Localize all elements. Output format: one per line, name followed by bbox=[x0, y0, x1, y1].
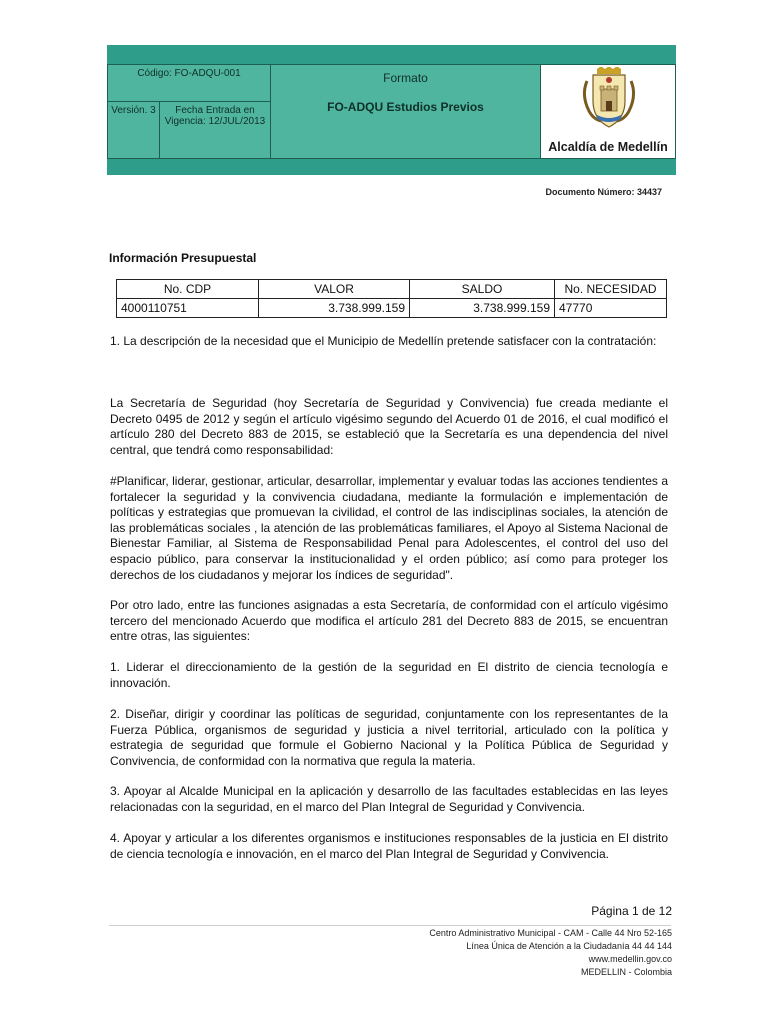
saldo-cell: 3.738.999.159 bbox=[410, 299, 555, 318]
page-number: Página 1 de 12 bbox=[591, 904, 672, 918]
code-cell bbox=[107, 64, 271, 102]
document-number: Documento Número: 34437 bbox=[545, 187, 662, 197]
version-cell bbox=[107, 101, 160, 159]
paragraph-secretaria-origin: La Secretaría de Seguridad (hoy Secretaría de Seguridad y Convivencia) fue creada mediante el Decreto 0495 de 2012 y según el artículo vigésimo segundo del Acuerdo 01 de 2016, el cual modificó el artículo 280 del Decreto 883 de 2015, se estableció que la Secretaría es una dependencia del nivel central, que tendrá como responsabilidad: bbox=[110, 396, 668, 457]
footer-phone: Línea Única de Atención a la Ciudadanía 44 44 144 bbox=[466, 941, 672, 951]
format-label: Formato bbox=[383, 71, 428, 85]
alcaldia-logo bbox=[540, 64, 676, 159]
column-header-valor: VALOR bbox=[259, 280, 410, 299]
table-row bbox=[117, 299, 667, 318]
format-cell bbox=[270, 64, 541, 159]
cdp-number-cell: 4000110751 bbox=[117, 299, 259, 318]
effective-date-cell bbox=[159, 101, 271, 159]
logo-text: Alcaldía de Medellín bbox=[548, 140, 668, 154]
footer-city: MEDELLIN - Colombia bbox=[580, 967, 672, 977]
paragraph-need-description: 1. La descripción de la necesidad que el Municipio de Medellín pretende satisfacer con la contratación: bbox=[110, 334, 657, 348]
budget-table bbox=[116, 279, 667, 318]
paragraph-responsibility: #Planificar, liderar, gestionar, articular, desarrollar, implementar y evaluar todas las acciones tendientes a fortalecer la seguridad y la convivencia ciudadana, mediante la formulación e implementación de políticas y estrategias que promuevan la civilidad, el control de las indisciplinas sociales, la atención de las problemáticas sociales , la atención de las problemáticas familiares, el Apoyo al Sistema Nacional de Bienestar Familiar, al Sistema de Responsabilidad Penal para Adolescentes, el control del uso del espacio público, para conservar la institucionalidad y el orden público; así como para proteger los derechos de los ciudadanos y mejorar los índices de seguridad". bbox=[110, 474, 668, 582]
valor-cell: 3.738.999.159 bbox=[259, 299, 410, 318]
format-title: FO-ADQU Estudios Previos bbox=[327, 100, 484, 114]
paragraph-function-1: 1. Liderar el direccionamiento de la gestión de la seguridad en El distrito de ciencia tecnología e innovación. bbox=[110, 660, 668, 690]
column-header-cdp: No. CDP bbox=[117, 280, 259, 299]
effective-date-text: Fecha Entrada en Vigencia: 12/JUL/2013 bbox=[164, 105, 266, 127]
header-top-band bbox=[107, 45, 676, 64]
footer-divider bbox=[109, 925, 671, 926]
footer-address: Centro Administrativo Municipal - CAM - Calle 44 Nro 52-165 bbox=[429, 928, 672, 938]
coat-of-arms-icon bbox=[579, 67, 639, 133]
paragraph-function-2: 2. Diseñar, dirigir y coordinar las políticas de seguridad, conjuntamente con los representantes de la Fuerza Pública, organismos de seguridad y justicia a nivel territorial, articulado con la política y estrategia de seguridad que formule el Gobierno Nacional y la Política Pública de Seguridad y Convivencia, de conformidad con la normativa que regula la materia. bbox=[110, 707, 668, 768]
version-text: Versión. 3 bbox=[111, 105, 156, 116]
paragraph-function-3: 3. Apoyar al Alcalde Municipal en la aplicación y desarrollo de las facultades establecidas en las leyes relacionadas con la seguridad, en el marco del Plan Integral de Seguridad y Convivencia. bbox=[110, 784, 668, 814]
column-header-necesidad: No. NECESIDAD bbox=[555, 280, 667, 299]
paragraph-function-4: 4. Apoyar y articular a los diferentes organismos e instituciones responsables de la justicia en El distrito de ciencia tecnología e innovación, en el marco del Plan Integral de Seguridad y Convivencia. bbox=[110, 831, 668, 861]
code-text: Código: FO-ADQU-001 bbox=[137, 68, 241, 79]
header-bottom-band bbox=[107, 159, 676, 175]
paragraph-functions-intro: Por otro lado, entre las funciones asignadas a esta Secretaría, de conformidad con el artículo vigésimo tercero del mencionado Acuerdo que modifica el artículo 281 del Decreto 883 de 2015, se encuentran entre otras, las siguientes: bbox=[110, 598, 668, 644]
footer-address-block bbox=[429, 927, 672, 979]
footer-website: www.medellin.gov.co bbox=[588, 954, 672, 964]
budget-section-title: Información Presupuestal bbox=[109, 251, 257, 265]
budget-table-header bbox=[117, 280, 667, 299]
column-header-saldo: SALDO bbox=[410, 280, 555, 299]
necesidad-cell: 47770 bbox=[555, 299, 667, 318]
